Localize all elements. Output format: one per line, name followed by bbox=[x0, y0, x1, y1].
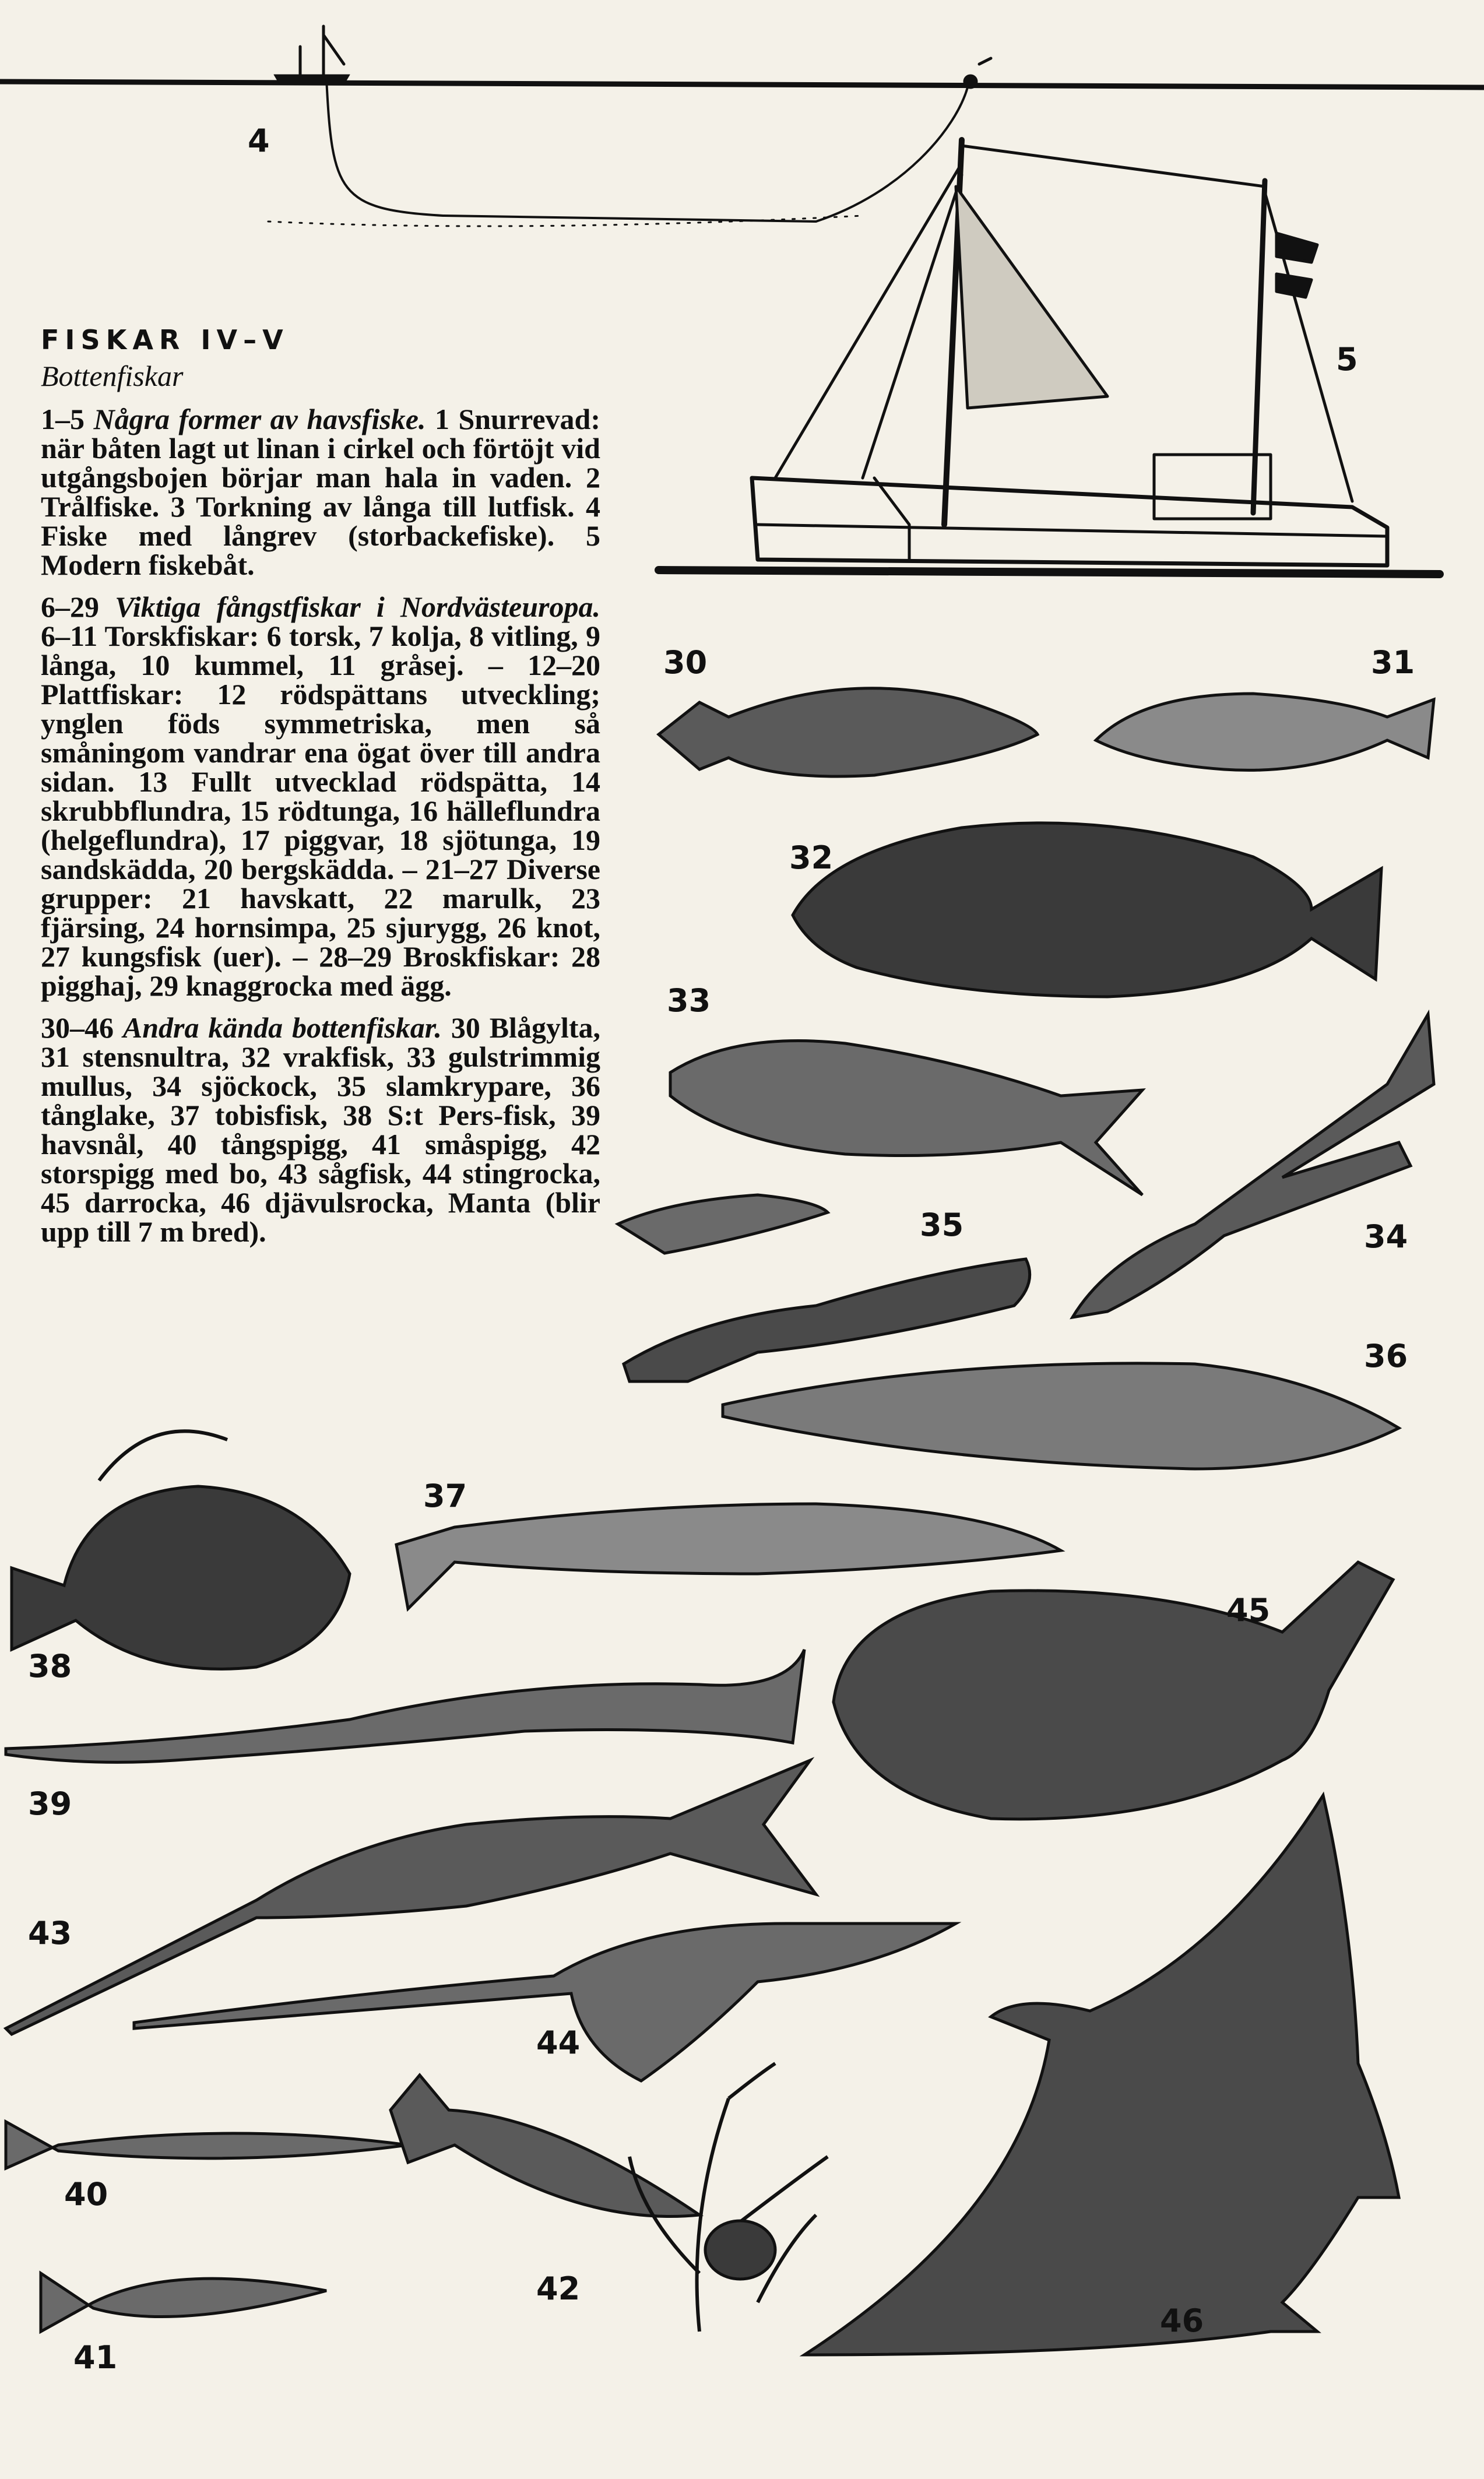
caption-title: Några former av havsfiske. bbox=[93, 403, 435, 435]
caption-title: Andra kända bottenfiskar. bbox=[122, 1011, 451, 1044]
figure-number: 40 bbox=[64, 2176, 108, 2213]
caption-range: 30–46 bbox=[41, 1011, 123, 1044]
fish-38-drawing bbox=[12, 1486, 350, 1669]
fish-42-drawing bbox=[391, 2075, 699, 2217]
figure-number: 45 bbox=[1226, 1592, 1271, 1629]
longline-drawing bbox=[326, 79, 968, 221]
figure-number: 31 bbox=[1371, 644, 1415, 681]
caption-paragraph bbox=[41, 405, 600, 579]
figure-number: 44 bbox=[536, 2024, 581, 2061]
figure-number: 39 bbox=[28, 1785, 72, 1822]
caption-range: 6–29 bbox=[41, 590, 115, 623]
figure-number: 34 bbox=[1364, 1218, 1408, 1255]
figure-number: 4 bbox=[248, 122, 270, 159]
fish-37-drawing bbox=[396, 1504, 1061, 1609]
figure-number: 38 bbox=[28, 1648, 72, 1685]
fish-45-drawing bbox=[834, 1562, 1393, 1819]
figure-number: 43 bbox=[28, 1915, 72, 1951]
figure-number: 46 bbox=[1160, 2302, 1204, 2339]
page-heading: FISKAR IV–V bbox=[41, 324, 289, 356]
fish-34-drawing bbox=[1072, 1014, 1434, 1317]
caption-range: 1–5 bbox=[41, 403, 94, 435]
figure-number: 5 bbox=[1336, 341, 1358, 378]
figure-number: 36 bbox=[1364, 1338, 1408, 1374]
figure-number: 42 bbox=[536, 2270, 581, 2307]
page-subheading: Bottenfiskar bbox=[41, 360, 184, 392]
fish-41-drawing bbox=[41, 2273, 326, 2332]
sea-surface-line bbox=[0, 82, 1484, 87]
fish-35-drawing bbox=[624, 1259, 1030, 1381]
figure-number: 32 bbox=[789, 839, 834, 876]
fishing-boat-drawing bbox=[752, 140, 1387, 565]
caption-paragraph bbox=[41, 1013, 600, 1246]
fish-33-drawing bbox=[670, 1041, 1142, 1195]
fish-39-drawing bbox=[6, 1650, 804, 1762]
caption-title: Viktiga fångstfiskar i Nordvästeuropa. bbox=[115, 590, 600, 623]
boat-waterline bbox=[659, 570, 1440, 574]
caption-paragraph bbox=[41, 592, 600, 1000]
fish-36-drawing bbox=[723, 1363, 1399, 1469]
figure-number: 33 bbox=[667, 982, 711, 1019]
fish-31-drawing bbox=[1096, 694, 1434, 770]
caption-body: 6–11 Torskfiskar: 6 torsk, 7 kolja, 8 vitling, 9 långa, 10 kummel, 11 gråsej. – 12–20 Plattfiskar: 12 rödspättans utveckling; ynglen föds symmetriska, men så småningom vandrar ena ögat över till andra sidan. 13 Fullt utvecklad rödspätta, 14 skrubbflundra, 15 rödtunga, 16 hälleflundra (helgeflundra), 17 piggvar, 18 sjötunga, 19 sandskädda, 20 bergskädda. – 21–27 Diverse grupper: 21 havskatt, 22 marulk, 23 fjärsing, 24 hornsimpa, 25 sjurygg, 26 knot, 27 kungsfisk (uer). – 28–29 Broskfiskar: 28 pigghaj, 29 knaggrocka med ägg. bbox=[41, 620, 600, 1002]
fish-46-drawing bbox=[804, 1795, 1399, 2355]
caption-text-block bbox=[41, 326, 600, 1259]
fish-35b-drawing bbox=[618, 1195, 828, 1253]
figure-number: 35 bbox=[920, 1207, 964, 1243]
caption-body: 30 Blågylta, 31 stensnultra, 32 vrakfisk, 33 gulstrimmig mullus, 34 sjöckock, 35 slamkrypare, 36 tånglake, 37 tobisfisk, 38 S:t Pers-fisk, 39 havsnål, 40 tångspigg, 41 småspigg, 42 storspigg med bo, 43 sågfisk, 44 stingrocka, 45 darrocka, 46 djävulsrocka, Manta (blir upp till 7 m bred). bbox=[41, 1011, 600, 1248]
fish-32-drawing bbox=[793, 823, 1381, 997]
fish-40-drawing bbox=[6, 2122, 408, 2168]
figure-number: 41 bbox=[73, 2339, 118, 2376]
small-boat-drawing bbox=[274, 26, 350, 85]
caption-body: 1 Snurrevad: när båten lagt ut linan i cirkel och förtöjt vid utgångsbojen börjar man hala in vaden. 2 Trålfiske. 3 Torkning av långa till lutfisk. 4 Fiske med långrev (storbackefiske). 5 Modern fiskebåt. bbox=[41, 403, 601, 581]
fish-30-drawing bbox=[659, 688, 1038, 776]
figure-number: 30 bbox=[663, 644, 708, 681]
figure-number: 37 bbox=[423, 1478, 467, 1514]
